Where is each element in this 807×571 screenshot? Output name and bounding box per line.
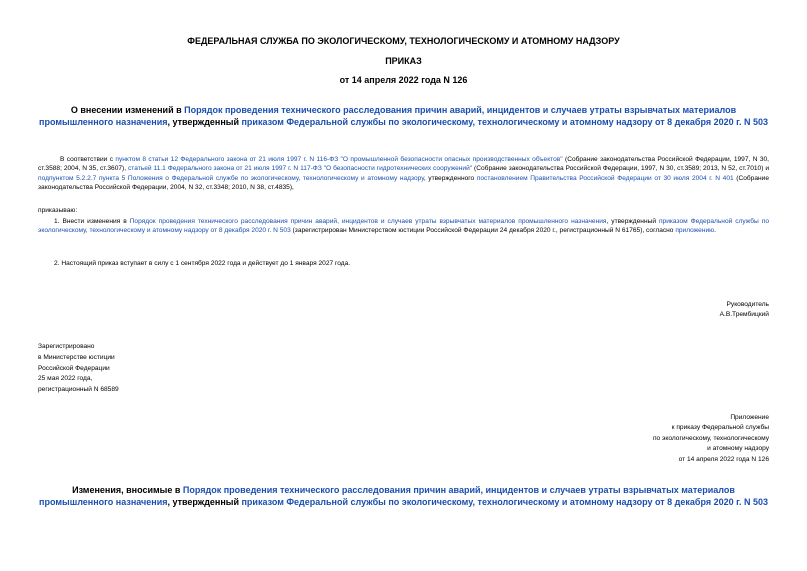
link-law-117fz[interactable]: статьей 11.1 Федерального закона от 21 июля 1997 г. N 117-ФЗ "О безопасности гидротехнических сооружений"	[127, 165, 473, 173]
item1-link-order-503[interactable]: приказом Федеральной службы по экологическому, технологическому и атомному надзору от 8 декабря 2020 г. N 503	[38, 218, 769, 235]
document-date: от 14 апреля 2022 года N 126	[339, 75, 468, 85]
preamble-paragraph: В соответствии с пунктом 8 статьи 12 Федерального закона от 21 июля 1997 г. N 116-ФЗ "О промышленной безопасности опасных производственных объектов" (Собрание законодательства Российской Федерации, 1997, N 30, ст.3588; 2004, N 35, ст.3607), статьей 11.1 Федерального закона от 21 июля 1997 г. N 117-ФЗ "О безопасности гидротехнических сооружений" (Собрание законодательства Российской Федерации, 1997, N 30, ст.3589; 2013, N 52, ст.7010) и подпунктом 5.2.2.7 пункта 5 Положения о Федеральной службе по экологическому, технологическому и атомному надзору, утвержденного постановлением Правительства Российской Федерации от 30 июля 2004 г. N 401 (Собрание законодательства Российской Федерации, 2004, N 32, ст.3348; 2010, N 38, ст.4835),	[38, 156, 770, 192]
appendix-line: по экологическому, технологическому	[652, 434, 769, 442]
order-item-2: 2. Настоящий приказ вступает в силу с 1 сентября 2022 года и действует до 1 января 2027 года.	[54, 260, 351, 267]
link-government-decree-401[interactable]: постановлением Правительства Российской Федерации от 30 июля 2004 г. N 401	[476, 174, 734, 182]
appendix-line: Приложение	[730, 414, 769, 421]
appendix-line: от 14 апреля 2022 года N 126	[678, 455, 769, 463]
appendix-block	[500, 413, 769, 464]
signature-name: А.В.Трембицкий	[719, 311, 769, 318]
title-link-procedure[interactable]: Порядок проведения технического расследования причин аварий, инцидентов и случаев утраты взрывчатых материалов промышленного назначения	[39, 105, 737, 127]
changes-title: Изменения, вносимые в Порядок проведения технического расследования причин аварий, инцидентов и случаев утраты взрывчатых материалов промышленного назначения, утвержденный приказом Федеральной службы по экологическому, технологическому и атомному надзору от 8 декабря 2020 г. N 503	[39, 485, 768, 507]
title-link-order-503[interactable]: приказом Федеральной службы по экологическому, технологическому и атомному надзору от 8 декабря 2020 г. N 503	[241, 117, 768, 127]
registration-line: Российской Федерации	[38, 364, 110, 372]
registration-block	[38, 342, 119, 394]
item1-link-appendix[interactable]: приложению	[675, 227, 715, 235]
item1-link-procedure[interactable]: Порядок проведения технического расследования причин аварий, инцидентов и случаев утраты взрывчатых материалов промышленного назначения	[129, 218, 607, 225]
changes-link-procedure[interactable]: Порядок проведения технического расследования причин аварий, инцидентов и случаев утраты взрывчатых материалов промышленного назначения	[39, 485, 735, 507]
link-law-116fz[interactable]: пунктом 8 статьи 12 Федерального закона от 21 июля 1997 г. N 116-ФЗ "О промышленной безопасности опасных производственных объектов"	[115, 156, 563, 163]
order-word: приказываю:	[38, 207, 78, 214]
appendix-line: к приказу Федеральной службы	[671, 424, 769, 432]
registration-line: 25 мая 2022 года,	[38, 375, 93, 383]
signature-role: Руководитель	[726, 301, 769, 308]
link-regulation-5227[interactable]: подпунктом 5.2.2.7 пункта 5 Положения о Федеральной службе по экологическому, технологическому и атомному надзору	[38, 174, 424, 182]
agency-name: ФЕДЕРАЛЬНАЯ СЛУЖБА ПО ЭКОЛОГИЧЕСКОМУ, ТЕХНОЛОГИЧЕСКОМУ И АТОМНОМУ НАДЗОРУ	[187, 36, 620, 46]
document-title: О внесении изменений в Порядок проведения технического расследования причин аварий, инцидентов и случаев утраты взрывчатых материалов промышленного назначения, утвержденный приказом Федеральной службы по экологическому, технологическому и атомному надзору от 8 декабря 2020 г. N 503	[39, 105, 768, 127]
changes-link-order-503[interactable]: приказом Федеральной службы по экологическому, технологическому и атомному надзору от 8 декабря 2020 г. N 503	[241, 497, 768, 507]
registration-line: регистрационный N 68589	[38, 385, 119, 393]
registration-line: в Министерстве юстиции	[38, 354, 115, 362]
document-type: ПРИКАЗ	[385, 56, 422, 66]
appendix-line: и атомному надзору	[707, 445, 769, 453]
order-item-1: 1. Внести изменения в Порядок проведения технического расследования причин аварий, инцидентов и случаев утраты взрывчатых материалов промышленного назначения, утвержденный приказом Федеральной службы по экологическому, технологическому и атомному надзору от 8 декабря 2020 г. N 503 (зарегистрирован Министерством юстиции Российской Федерации 24 декабря 2020 г., регистрационный N 61765), согласно приложению.	[38, 218, 769, 235]
registration-line: Зарегистрировано	[38, 343, 95, 350]
